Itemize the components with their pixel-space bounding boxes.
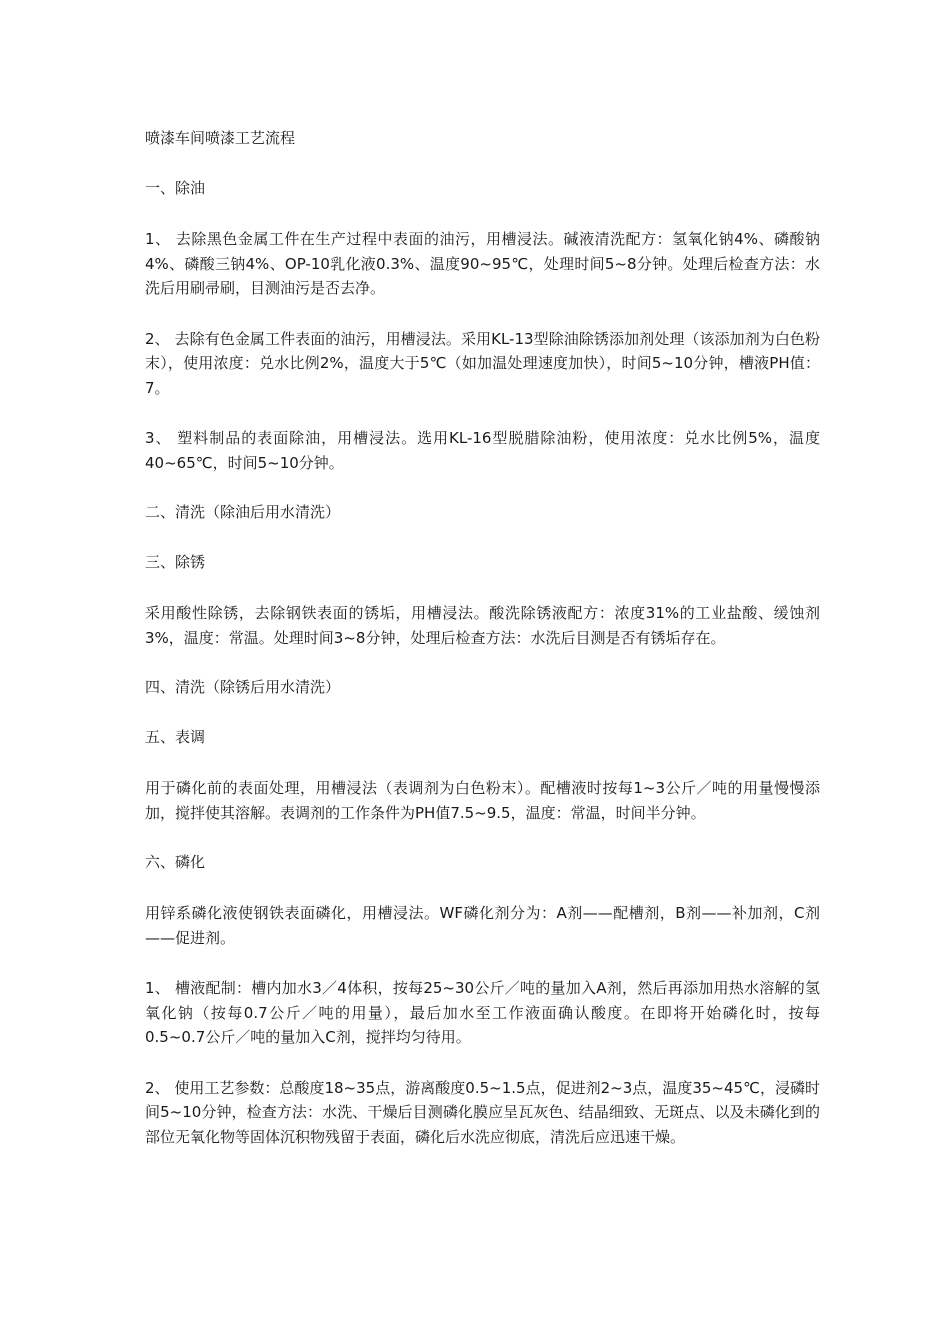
paragraph-plastic-degreasing: 3、 塑料制品的表面除油，用槽浸法。选用KL-16型脱腊除油粉，使用浓度：兑水比例5%，温度40~65℃，时间5~10分钟。 <box>145 429 820 472</box>
section-heading-surface-conditioning: 五、表调 <box>145 728 206 746</box>
document-title: 喷漆车间喷漆工艺流程 <box>145 129 296 147</box>
section-heading-rinse-1: 二、清洗（除油后用水清洗） <box>145 503 341 521</box>
paragraph-rust-removal: 采用酸性除锈，去除钢铁表面的锈垢，用槽浸法。酸洗除锈液配方：浓度31%的工业盐酸、缓蚀剂3%，温度：常温。处理时间3~8分钟，处理后检查方法：水洗后目测是否有锈垢存在。 <box>145 604 820 647</box>
paragraph-phosphating-intro: 用锌系磷化液使钢铁表面磷化，用槽浸法。WF磷化剂分为：A剂——配槽剂，B剂——补加剂，C剂——促进剂。 <box>145 904 820 947</box>
paragraph-nonferrous-degreasing: 2、 去除有色金属工件表面的油污，用槽浸法。采用KL-13型除油除锈添加剂处理（该添加剂为白色粉末），使用浓度：兑水比例2%，温度大于5℃（如加温处理速度加快），时间5~10分钟，槽液PH值：7。 <box>145 329 820 397</box>
paragraph-surface-conditioning: 用于磷化前的表面处理，用槽浸法（表调剂为白色粉末）。配槽液时按每1~3公斤／吨的用量慢慢添加，搅拌使其溶解。表调剂的工作条件为PH值7.5~9.5，温度：常温，时间半分钟。 <box>145 779 820 822</box>
paragraph-process-parameters: 2、 使用工艺参数：总酸度18~35点，游离酸度0.5~1.5点，促进剂2~3点，温度35~45℃，浸磷时间5~10分钟，检查方法：水洗、干燥后目测磷化膜应呈瓦灰色、结晶细致、无斑点、以及未磷化到的部位无氧化物等固体沉积物残留于表面，磷化后水洗应彻底，清洗后应迅速干燥。 <box>145 1078 820 1146</box>
paragraph-ferrous-degreasing: 1、 去除黑色金属工件在生产过程中表面的油污，用槽浸法。碱液清洗配方：氢氧化钠4%、磷酸钠4%、磷酸三钠4%、OP-10乳化液0.3%、温度90~95℃，处理时间5~8分钟。处理后检查方法：水洗后用刷帚刷，目测油污是否去净。 <box>145 230 820 297</box>
section-heading-degreasing: 一、除油 <box>145 179 206 197</box>
section-heading-phosphating: 六、磷化 <box>145 853 206 871</box>
paragraph-bath-preparation: 1、 槽液配制：槽内加水3／4体积，按每25~30公斤／吨的量加入A剂，然后再添加用热水溶解的氢氧化钠（按每0.7公斤／吨的用量），最后加水至工作液面确认酸度。在即将开始磷化时，按每0.5~0.7公斤／吨的量加入C剂，搅拌均匀待用。 <box>145 979 820 1046</box>
section-heading-rust-removal: 三、除锈 <box>145 553 206 571</box>
section-heading-rinse-2: 四、清洗（除锈后用水清洗） <box>145 678 341 696</box>
